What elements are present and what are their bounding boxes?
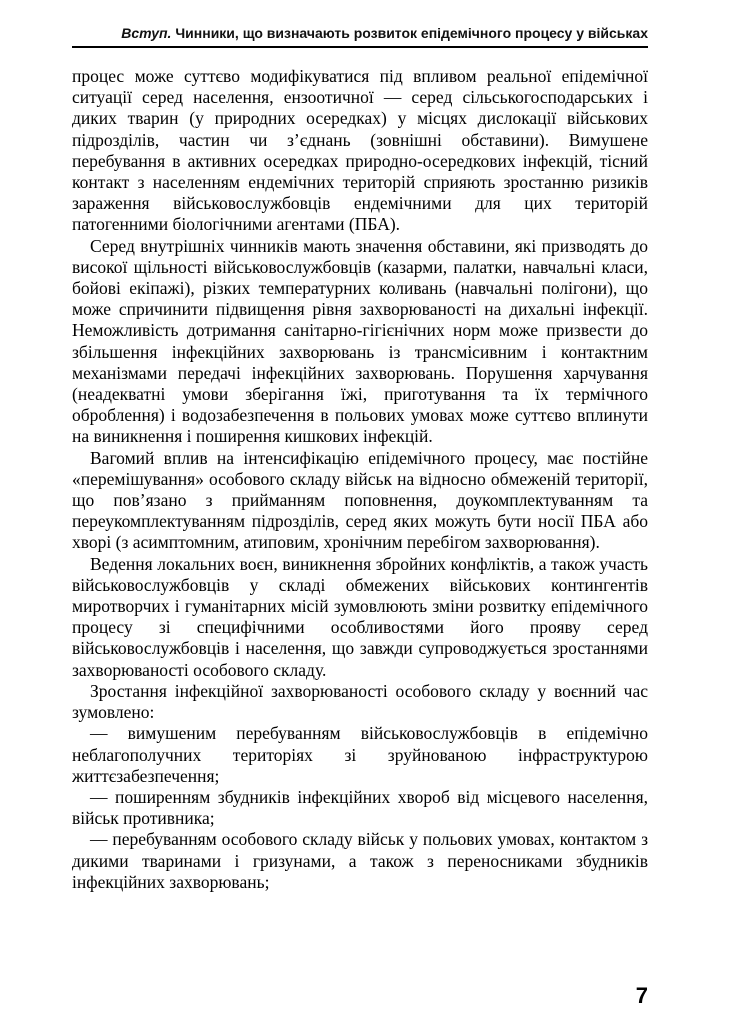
paragraph: Ведення локальних воєн, виникнення збройних конфліктів, а також участь військовослужбовців у складі обмежених військових контингентів миротворчих і гуманітарних місій зумовлюють зміни розвитку епідемічного процесу зі специфічними особливостями його прояву серед військовослужбовців і населення, що завжди супроводжується зростаннями захворюваності особового складу. — [72, 553, 648, 680]
running-header — [72, 22, 648, 48]
body-text — [72, 66, 648, 893]
header-prefix: Вступ. — [121, 25, 172, 41]
paragraph: Серед внутрішніх чинників мають значення обставини, які призводять до високої щільності військовослужбовців (казарми, палатки, навчальні класи, бойові екіпажі), різких температурних коливань (навчальні полігони), що може спричинити підвищення рівня захворюваності на дихальні інфекції. Неможливість дотримання санітарно-гігієнічних норм може призвести до збільшення інфекційних захворювань із трансмісивним і контактним механізмами передачі інфекційних захворювань. Порушення харчування (неадекватні умови зберігання їжі, приготування та їх термічного оброблення) і водозабезпечення в польових умовах може суттєво вплинути на виникнення і поширення кишкових інфекцій. — [72, 235, 648, 447]
paragraph: Зростання інфекційної захворюваності особового складу у воєнний час зумовлено: — [72, 680, 648, 723]
list-item: — поширенням збудників інфекційних хвороб від місцевого населення, військ противника; — [72, 786, 648, 829]
page-number: 7 — [635, 983, 648, 1008]
list-item: — вимушеним перебуванням військовослужбовців в епідемічно неблагополучних територіях зі зруйнованою інфраструктурою життєзабезпечення; — [72, 723, 648, 786]
paragraph: процес може суттєво модифікуватися під впливом реальної епідемічної ситуації серед населення, ензоотичної — серед сільськогосподарських і диких тварин (у природних осередках) у місцях дислокації військових підрозділів, частин чи з’єднань (зовнішні обставини). Вимушене перебування в активних осередках природно-осередкових інфекцій, тісний контакт з населенням ендемічних територій сприяють зростанню ризиків зараження військовослужбовців ендемічними для цих територій патогенними біологічними агентами (ПБА). — [72, 66, 648, 235]
header-title: Чинники, що визначають розвиток епідемічного процесу у військах — [171, 25, 648, 41]
paragraph: Вагомий вплив на інтенсифікацію епідемічного процесу, має постійне «перемішування» особового складу військ на відносно обмеженій території, що пов’язано з прийманням поповнення, доукомплектуванням та переукомплектуванням підрозділів, серед яких можуть бути носії ПБА або хворі (з асимптомним, атиповим, хронічним перебігом захворювання). — [72, 447, 648, 553]
list-item: — перебуванням особового складу військ у польових умовах, контактом з дикими тваринами і гризунами, а також з переносниками збудників інфекційних захворювань; — [72, 829, 648, 892]
